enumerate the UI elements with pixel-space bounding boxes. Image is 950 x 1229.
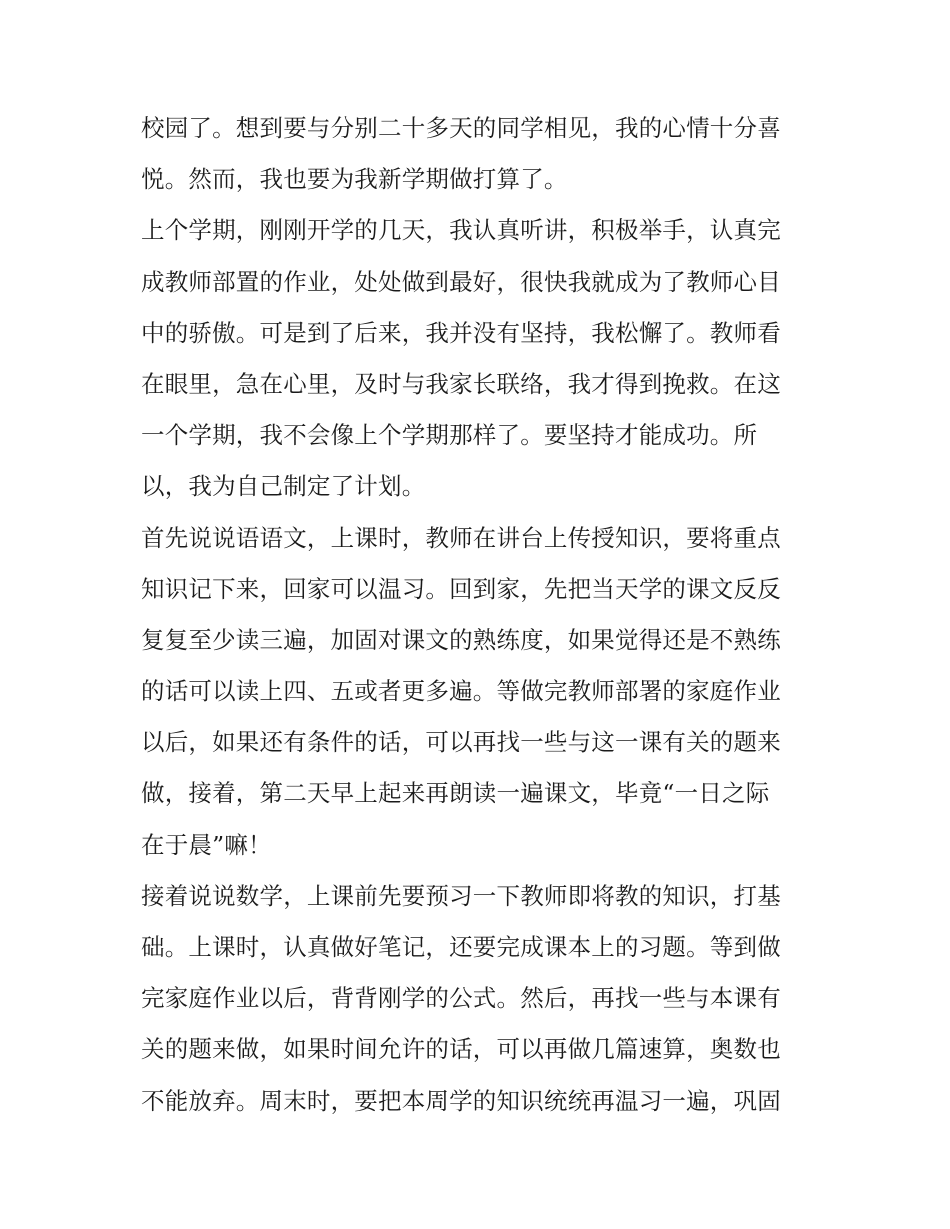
text-line: 知识记下来，回家可以温习。回到家，先把当天学的课文反反: [141, 574, 781, 603]
body-text: [141, 103, 821, 1127]
text-line: 校园了。想到要与分别二十多天的同学相见，我的心情十分喜: [141, 114, 781, 142]
text-line: 在眼里，急在心里，及时与我家长联络，我才得到挽救。在这: [141, 369, 781, 398]
text-line: 不能放弃。周末时，要把本周学的知识统统再温习一遍，巩固: [141, 1086, 781, 1115]
text-line: 完家庭作业以后，背背刚学的公式。然后，再找一些与本课有: [141, 984, 781, 1013]
text-line: 在于晨”嘛！: [141, 830, 272, 859]
text-line: 首先说说语语文，上课时，教师在讲台上传授知识，要将重点: [141, 523, 781, 552]
text-line: 悦。然而，我也要为我新学期做打算了。: [141, 165, 568, 194]
text-line: 上个学期，刚刚开学的几天，我认真听讲，积极举手，认真完: [141, 216, 781, 245]
text-line: 一个学期，我不会像上个学期那样了。要坚持才能成功。所: [141, 421, 758, 450]
text-line: 接着说说数学，上课前先要预习一下教师即将教的知识，打基: [141, 881, 781, 910]
text-line: 关的题来做，如果时间允许的话，可以再做几篇速算，奥数也: [141, 1035, 781, 1064]
text-line: 以，我为自己制定了计划。: [141, 472, 426, 501]
text-line: 成教师部置的作业，处处做到最好，很快我就成为了教师心目: [141, 267, 781, 296]
text-line: 做，接着，第二天早上起来再朗读一遍课文，毕竟“一日之际: [141, 779, 770, 808]
text-line: 以后，如果还有条件的话，可以再找一些与这一课有关的题来: [141, 728, 781, 757]
text-line: 复复至少读三遍，加固对课文的熟练度，如果觉得还是不熟练: [141, 625, 781, 654]
text-line: 的话可以读上四、五或者更多遍。等做完教师部署的家庭作业: [141, 677, 781, 706]
text-line: 础。上课时，认真做好笔记，还要完成课本上的习题。等到做: [141, 933, 781, 961]
text-line: 中的骄傲。可是到了后来，我并没有坚持，我松懈了。教师看: [141, 318, 781, 347]
